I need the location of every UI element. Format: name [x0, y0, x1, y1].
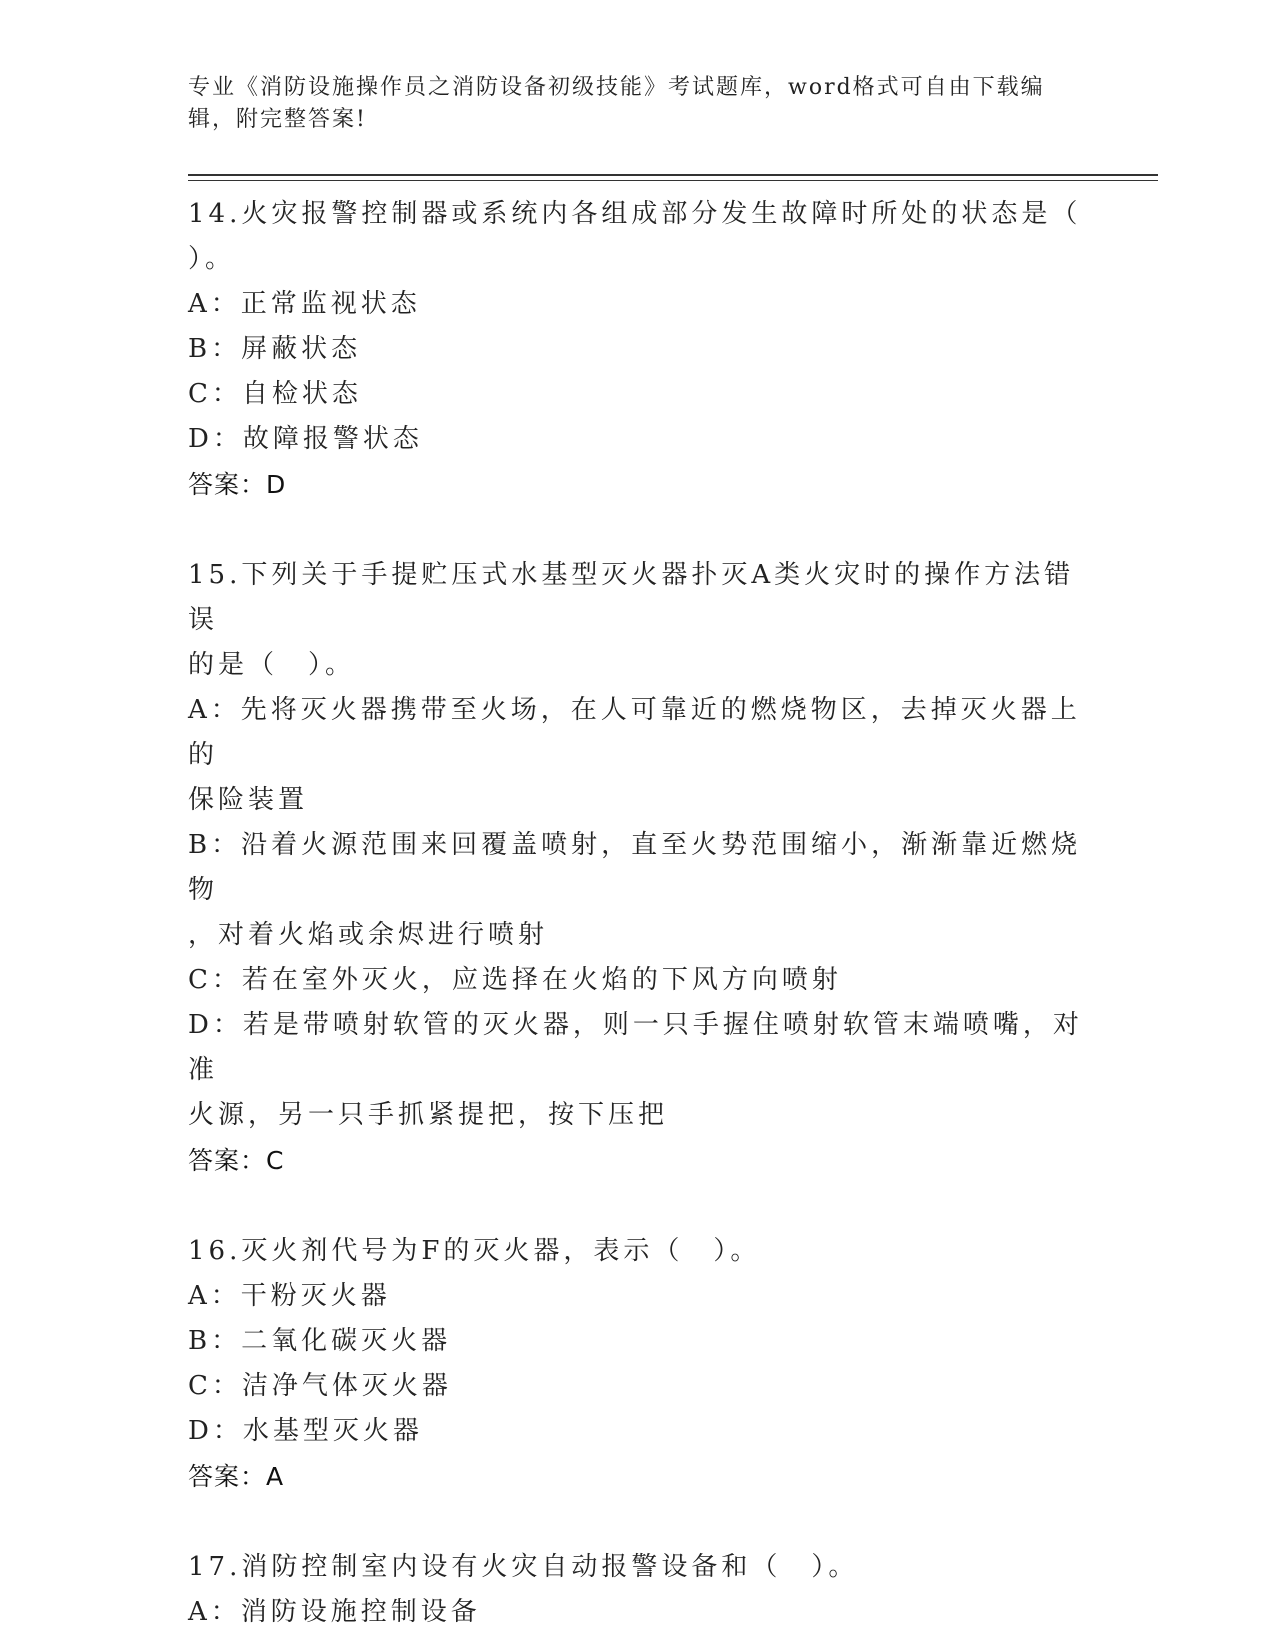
header-divider-thin	[188, 180, 1158, 181]
option-a: A：正常监视状态	[188, 289, 421, 319]
option-b: B：沿着火源范围来回覆盖喷射，直至火势范围缩小，渐渐靠近燃烧物	[188, 830, 1082, 905]
option-b-continued: ，对着火焰或余烬进行喷射	[188, 920, 549, 950]
question-stem: 14.火灾报警控制器或系统内各组成部分发生故障时所处的状态是（	[188, 199, 1082, 229]
question-stem-continued: ）。	[188, 244, 236, 274]
option-d-continued: 火源，另一只手抓紧提把，按下压把	[188, 1100, 669, 1130]
option-a: A：消防设施控制设备	[188, 1597, 481, 1627]
question-stem: 16.灭火剂代号为F的灭火器，表示（ ）。	[188, 1236, 761, 1266]
question-spacer	[188, 1183, 1088, 1229]
question-15	[188, 553, 1088, 1183]
document-header	[188, 72, 1068, 136]
question-spacer	[188, 1499, 1088, 1545]
answer: 答案：A	[188, 1462, 285, 1491]
question-stem: 17.消防控制室内设有火灾自动报警设备和（ ）。	[188, 1552, 859, 1582]
question-14	[188, 192, 1088, 507]
header-divider-thick	[188, 174, 1158, 176]
option-b: B：二氧化碳灭火器	[188, 1326, 452, 1356]
question-17	[188, 1545, 1088, 1635]
option-d: D：水基型灭火器	[188, 1416, 423, 1446]
question-stem-continued: 的是（ ）。	[188, 650, 356, 680]
question-spacer	[188, 507, 1088, 553]
option-d: D：若是带喷射软管的灭火器，则一只手握住喷射软管末端喷嘴，对准	[188, 1010, 1083, 1085]
option-a: A：先将灭火器携带至火场，在人可靠近的燃烧物区，去掉灭火器上的	[188, 695, 1081, 770]
option-d: D：故障报警状态	[188, 424, 423, 454]
header-line-2: 辑，附完整答案!	[188, 107, 367, 132]
option-c: C：自检状态	[188, 379, 362, 409]
answer: 答案：C	[188, 1146, 285, 1175]
option-c: C：若在室外灭火，应选择在火焰的下风方向喷射	[188, 965, 842, 995]
question-16	[188, 1229, 1088, 1499]
option-c: C：洁净气体灭火器	[188, 1371, 452, 1401]
option-b: B：屏蔽状态	[188, 334, 362, 364]
answer: 答案：D	[188, 470, 287, 499]
option-a-continued: 保险装置	[188, 785, 309, 815]
question-list	[188, 192, 1088, 1635]
question-stem: 15.下列关于手提贮压式水基型灭火器扑灭A类火灾时的操作方法错误	[188, 560, 1075, 635]
option-a: A：干粉灭火器	[188, 1281, 391, 1311]
header-line-1: 专业《消防设施操作员之消防设备初级技能》考试题库，word格式可自由下载编	[188, 75, 1045, 100]
